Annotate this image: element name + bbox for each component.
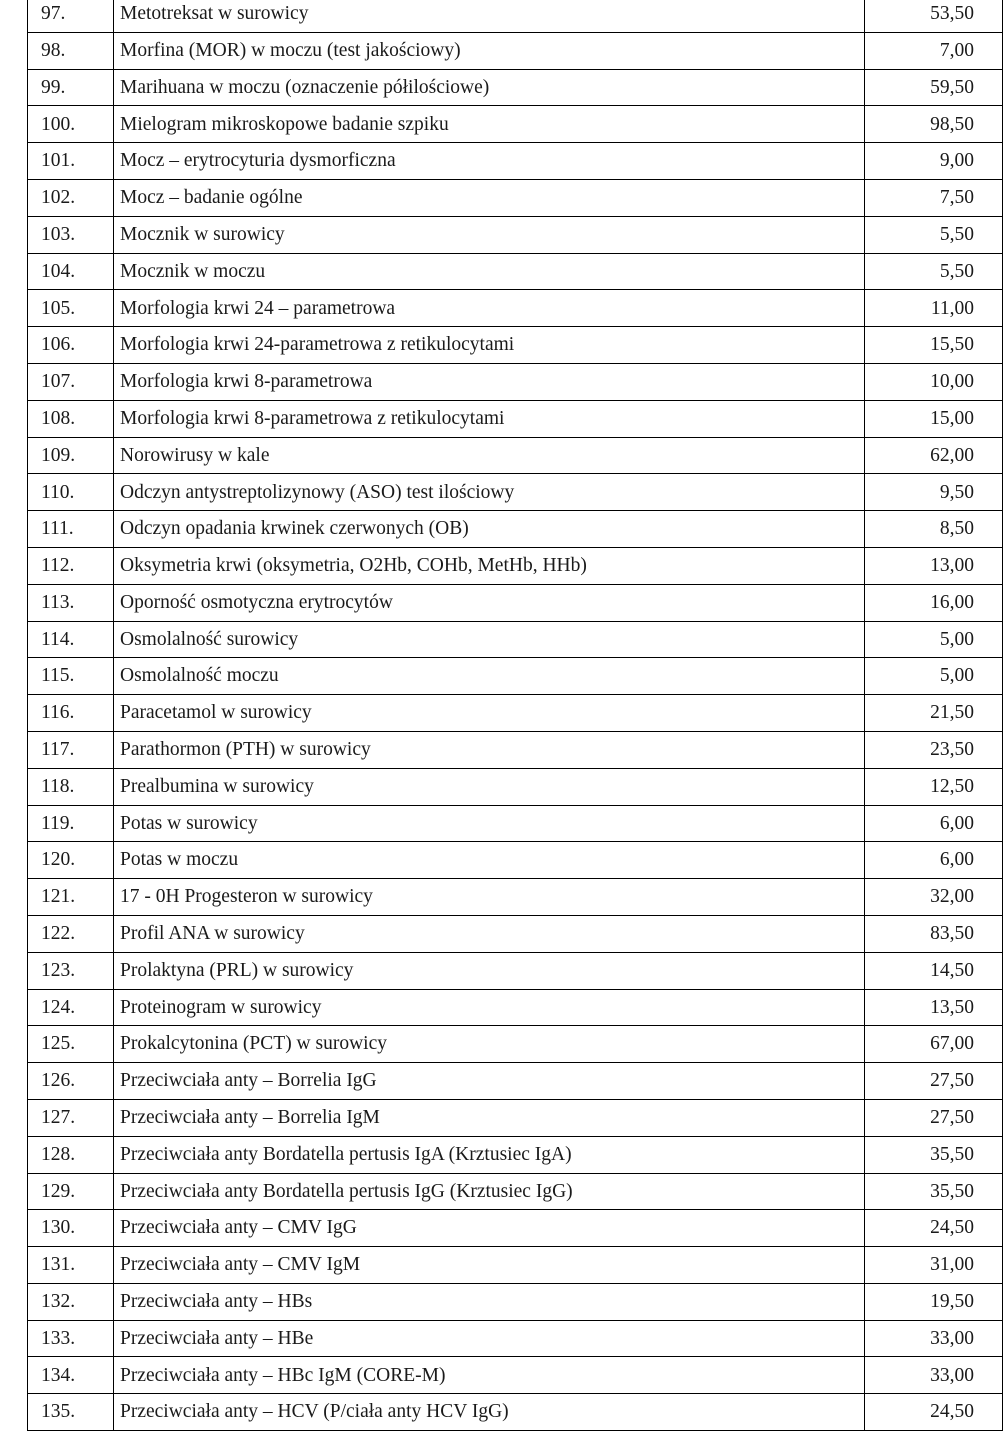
table-row	[28, 695, 1003, 732]
test-price: 7,50	[865, 179, 1003, 216]
test-price: 15,50	[865, 327, 1003, 364]
test-price: 13,50	[865, 989, 1003, 1026]
row-number: 117.	[28, 731, 114, 768]
table-row	[28, 0, 1003, 32]
table-row	[28, 879, 1003, 916]
table-row	[28, 547, 1003, 584]
test-price: 62,00	[865, 437, 1003, 474]
test-name: Przeciwciała anty – Borrelia IgM	[114, 1099, 865, 1136]
test-price: 83,50	[865, 915, 1003, 952]
table-row	[28, 511, 1003, 548]
test-price: 35,50	[865, 1136, 1003, 1173]
test-name: Morfologia krwi 24-parametrowa z retikulocytami	[114, 327, 865, 364]
test-name: Metotreksat w surowicy	[114, 0, 865, 32]
test-name: Mocznik w surowicy	[114, 216, 865, 253]
table-row	[28, 1320, 1003, 1357]
table-row	[28, 1136, 1003, 1173]
test-name: Norowirusy w kale	[114, 437, 865, 474]
row-number: 104.	[28, 253, 114, 290]
row-number: 98.	[28, 32, 114, 69]
test-name: Morfologia krwi 24 – parametrowa	[114, 290, 865, 327]
table-row	[28, 1357, 1003, 1394]
test-price: 8,50	[865, 511, 1003, 548]
row-number: 97.	[28, 0, 114, 32]
table-row	[28, 952, 1003, 989]
test-name: Przeciwciała anty – HBc IgM (CORE-M)	[114, 1357, 865, 1394]
test-price: 5,50	[865, 216, 1003, 253]
price-list-table	[27, 0, 1003, 1431]
table-row	[28, 1210, 1003, 1247]
row-number: 113.	[28, 584, 114, 621]
test-name: Oksymetria krwi (oksymetria, O2Hb, COHb, MetHb, HHb)	[114, 547, 865, 584]
row-number: 119.	[28, 805, 114, 842]
test-price: 19,50	[865, 1283, 1003, 1320]
test-price: 5,50	[865, 253, 1003, 290]
test-price: 9,00	[865, 143, 1003, 180]
test-name: Prokalcytonina (PCT) w surowicy	[114, 1026, 865, 1063]
test-price: 21,50	[865, 695, 1003, 732]
test-price: 59,50	[865, 69, 1003, 106]
test-name: Morfina (MOR) w moczu (test jakościowy)	[114, 32, 865, 69]
row-number: 129.	[28, 1173, 114, 1210]
table-row	[28, 1283, 1003, 1320]
test-price: 5,00	[865, 658, 1003, 695]
test-price: 24,50	[865, 1210, 1003, 1247]
row-number: 111.	[28, 511, 114, 548]
table-row	[28, 1026, 1003, 1063]
test-name: Potas w surowicy	[114, 805, 865, 842]
table-row	[28, 1247, 1003, 1284]
test-price: 23,50	[865, 731, 1003, 768]
row-number: 133.	[28, 1320, 114, 1357]
test-price: 10,00	[865, 363, 1003, 400]
row-number: 115.	[28, 658, 114, 695]
table-row	[28, 842, 1003, 879]
row-number: 128.	[28, 1136, 114, 1173]
table-row	[28, 658, 1003, 695]
test-name: Marihuana w moczu (oznaczenie półilościowe)	[114, 69, 865, 106]
row-number: 114.	[28, 621, 114, 658]
table-row	[28, 32, 1003, 69]
test-name: Przeciwciała anty – HCV (P/ciała anty HCV IgG)	[114, 1394, 865, 1431]
row-number: 127.	[28, 1099, 114, 1136]
row-number: 107.	[28, 363, 114, 400]
table-row	[28, 179, 1003, 216]
row-number: 112.	[28, 547, 114, 584]
test-name: Przeciwciała anty – HBe	[114, 1320, 865, 1357]
row-number: 116.	[28, 695, 114, 732]
test-price: 33,00	[865, 1320, 1003, 1357]
test-name: Profil ANA w surowicy	[114, 915, 865, 952]
row-number: 131.	[28, 1247, 114, 1284]
test-price: 6,00	[865, 805, 1003, 842]
test-price: 14,50	[865, 952, 1003, 989]
table-row	[28, 474, 1003, 511]
test-price: 27,50	[865, 1063, 1003, 1100]
row-number: 108.	[28, 400, 114, 437]
test-name: Przeciwciała anty – CMV IgM	[114, 1247, 865, 1284]
test-name: Przeciwciała anty – CMV IgG	[114, 1210, 865, 1247]
row-number: 122.	[28, 915, 114, 952]
test-price: 35,50	[865, 1173, 1003, 1210]
test-name: Mocznik w moczu	[114, 253, 865, 290]
test-name: Paracetamol w surowicy	[114, 695, 865, 732]
table-row	[28, 989, 1003, 1026]
test-name: Przeciwciała anty Bordatella pertusis IgG (Krztusiec IgG)	[114, 1173, 865, 1210]
table-row	[28, 584, 1003, 621]
table-row	[28, 1173, 1003, 1210]
table-row	[28, 253, 1003, 290]
table-row	[28, 327, 1003, 364]
table-row	[28, 731, 1003, 768]
test-price: 24,50	[865, 1394, 1003, 1431]
table-row	[28, 621, 1003, 658]
table-row	[28, 143, 1003, 180]
test-price: 5,00	[865, 621, 1003, 658]
test-name: Odczyn antystreptolizynowy (ASO) test ilościowy	[114, 474, 865, 511]
row-number: 120.	[28, 842, 114, 879]
test-price: 31,00	[865, 1247, 1003, 1284]
table-row	[28, 400, 1003, 437]
row-number: 126.	[28, 1063, 114, 1100]
test-price: 13,00	[865, 547, 1003, 584]
row-number: 103.	[28, 216, 114, 253]
test-name: Mocz – erytrocyturia dysmorficzna	[114, 143, 865, 180]
table-row	[28, 768, 1003, 805]
test-name: Mielogram mikroskopowe badanie szpiku	[114, 106, 865, 143]
test-price: 6,00	[865, 842, 1003, 879]
row-number: 124.	[28, 989, 114, 1026]
test-name: Parathormon (PTH) w surowicy	[114, 731, 865, 768]
table-row	[28, 69, 1003, 106]
row-number: 105.	[28, 290, 114, 327]
test-name: Przeciwciała anty – HBs	[114, 1283, 865, 1320]
row-number: 100.	[28, 106, 114, 143]
table-row	[28, 437, 1003, 474]
row-number: 123.	[28, 952, 114, 989]
price-list-body	[28, 0, 1003, 1431]
row-number: 106.	[28, 327, 114, 364]
test-price: 98,50	[865, 106, 1003, 143]
test-name: Mocz – badanie ogólne	[114, 179, 865, 216]
test-price: 27,50	[865, 1099, 1003, 1136]
test-name: Osmolalność surowicy	[114, 621, 865, 658]
row-number: 101.	[28, 143, 114, 180]
row-number: 132.	[28, 1283, 114, 1320]
test-price: 11,00	[865, 290, 1003, 327]
row-number: 110.	[28, 474, 114, 511]
row-number: 99.	[28, 69, 114, 106]
test-price: 12,50	[865, 768, 1003, 805]
row-number: 109.	[28, 437, 114, 474]
table-row	[28, 1099, 1003, 1136]
test-name: Prealbumina w surowicy	[114, 768, 865, 805]
table-row	[28, 1394, 1003, 1431]
test-price: 7,00	[865, 32, 1003, 69]
test-price: 67,00	[865, 1026, 1003, 1063]
table-row	[28, 915, 1003, 952]
test-name: Potas w moczu	[114, 842, 865, 879]
table-row	[28, 290, 1003, 327]
test-price: 33,00	[865, 1357, 1003, 1394]
row-number: 125.	[28, 1026, 114, 1063]
test-name: Prolaktyna (PRL) w surowicy	[114, 952, 865, 989]
test-price: 16,00	[865, 584, 1003, 621]
table-row	[28, 1063, 1003, 1100]
test-name: Proteinogram w surowicy	[114, 989, 865, 1026]
table-row	[28, 106, 1003, 143]
test-name: Odczyn opadania krwinek czerwonych (OB)	[114, 511, 865, 548]
test-price: 15,00	[865, 400, 1003, 437]
table-row	[28, 805, 1003, 842]
row-number: 130.	[28, 1210, 114, 1247]
row-number: 135.	[28, 1394, 114, 1431]
test-name: Przeciwciała anty Bordatella pertusis IgA (Krztusiec IgA)	[114, 1136, 865, 1173]
test-price: 53,50	[865, 0, 1003, 32]
row-number: 121.	[28, 879, 114, 916]
row-number: 102.	[28, 179, 114, 216]
test-name: Przeciwciała anty – Borrelia IgG	[114, 1063, 865, 1100]
test-name: Osmolalność moczu	[114, 658, 865, 695]
row-number: 134.	[28, 1357, 114, 1394]
table-row	[28, 363, 1003, 400]
test-name: Oporność osmotyczna erytrocytów	[114, 584, 865, 621]
row-number: 118.	[28, 768, 114, 805]
test-name: Morfologia krwi 8-parametrowa	[114, 363, 865, 400]
test-name: Morfologia krwi 8-parametrowa z retikulocytami	[114, 400, 865, 437]
test-name: 17 - 0H Progesteron w surowicy	[114, 879, 865, 916]
test-price: 9,50	[865, 474, 1003, 511]
table-row	[28, 216, 1003, 253]
test-price: 32,00	[865, 879, 1003, 916]
